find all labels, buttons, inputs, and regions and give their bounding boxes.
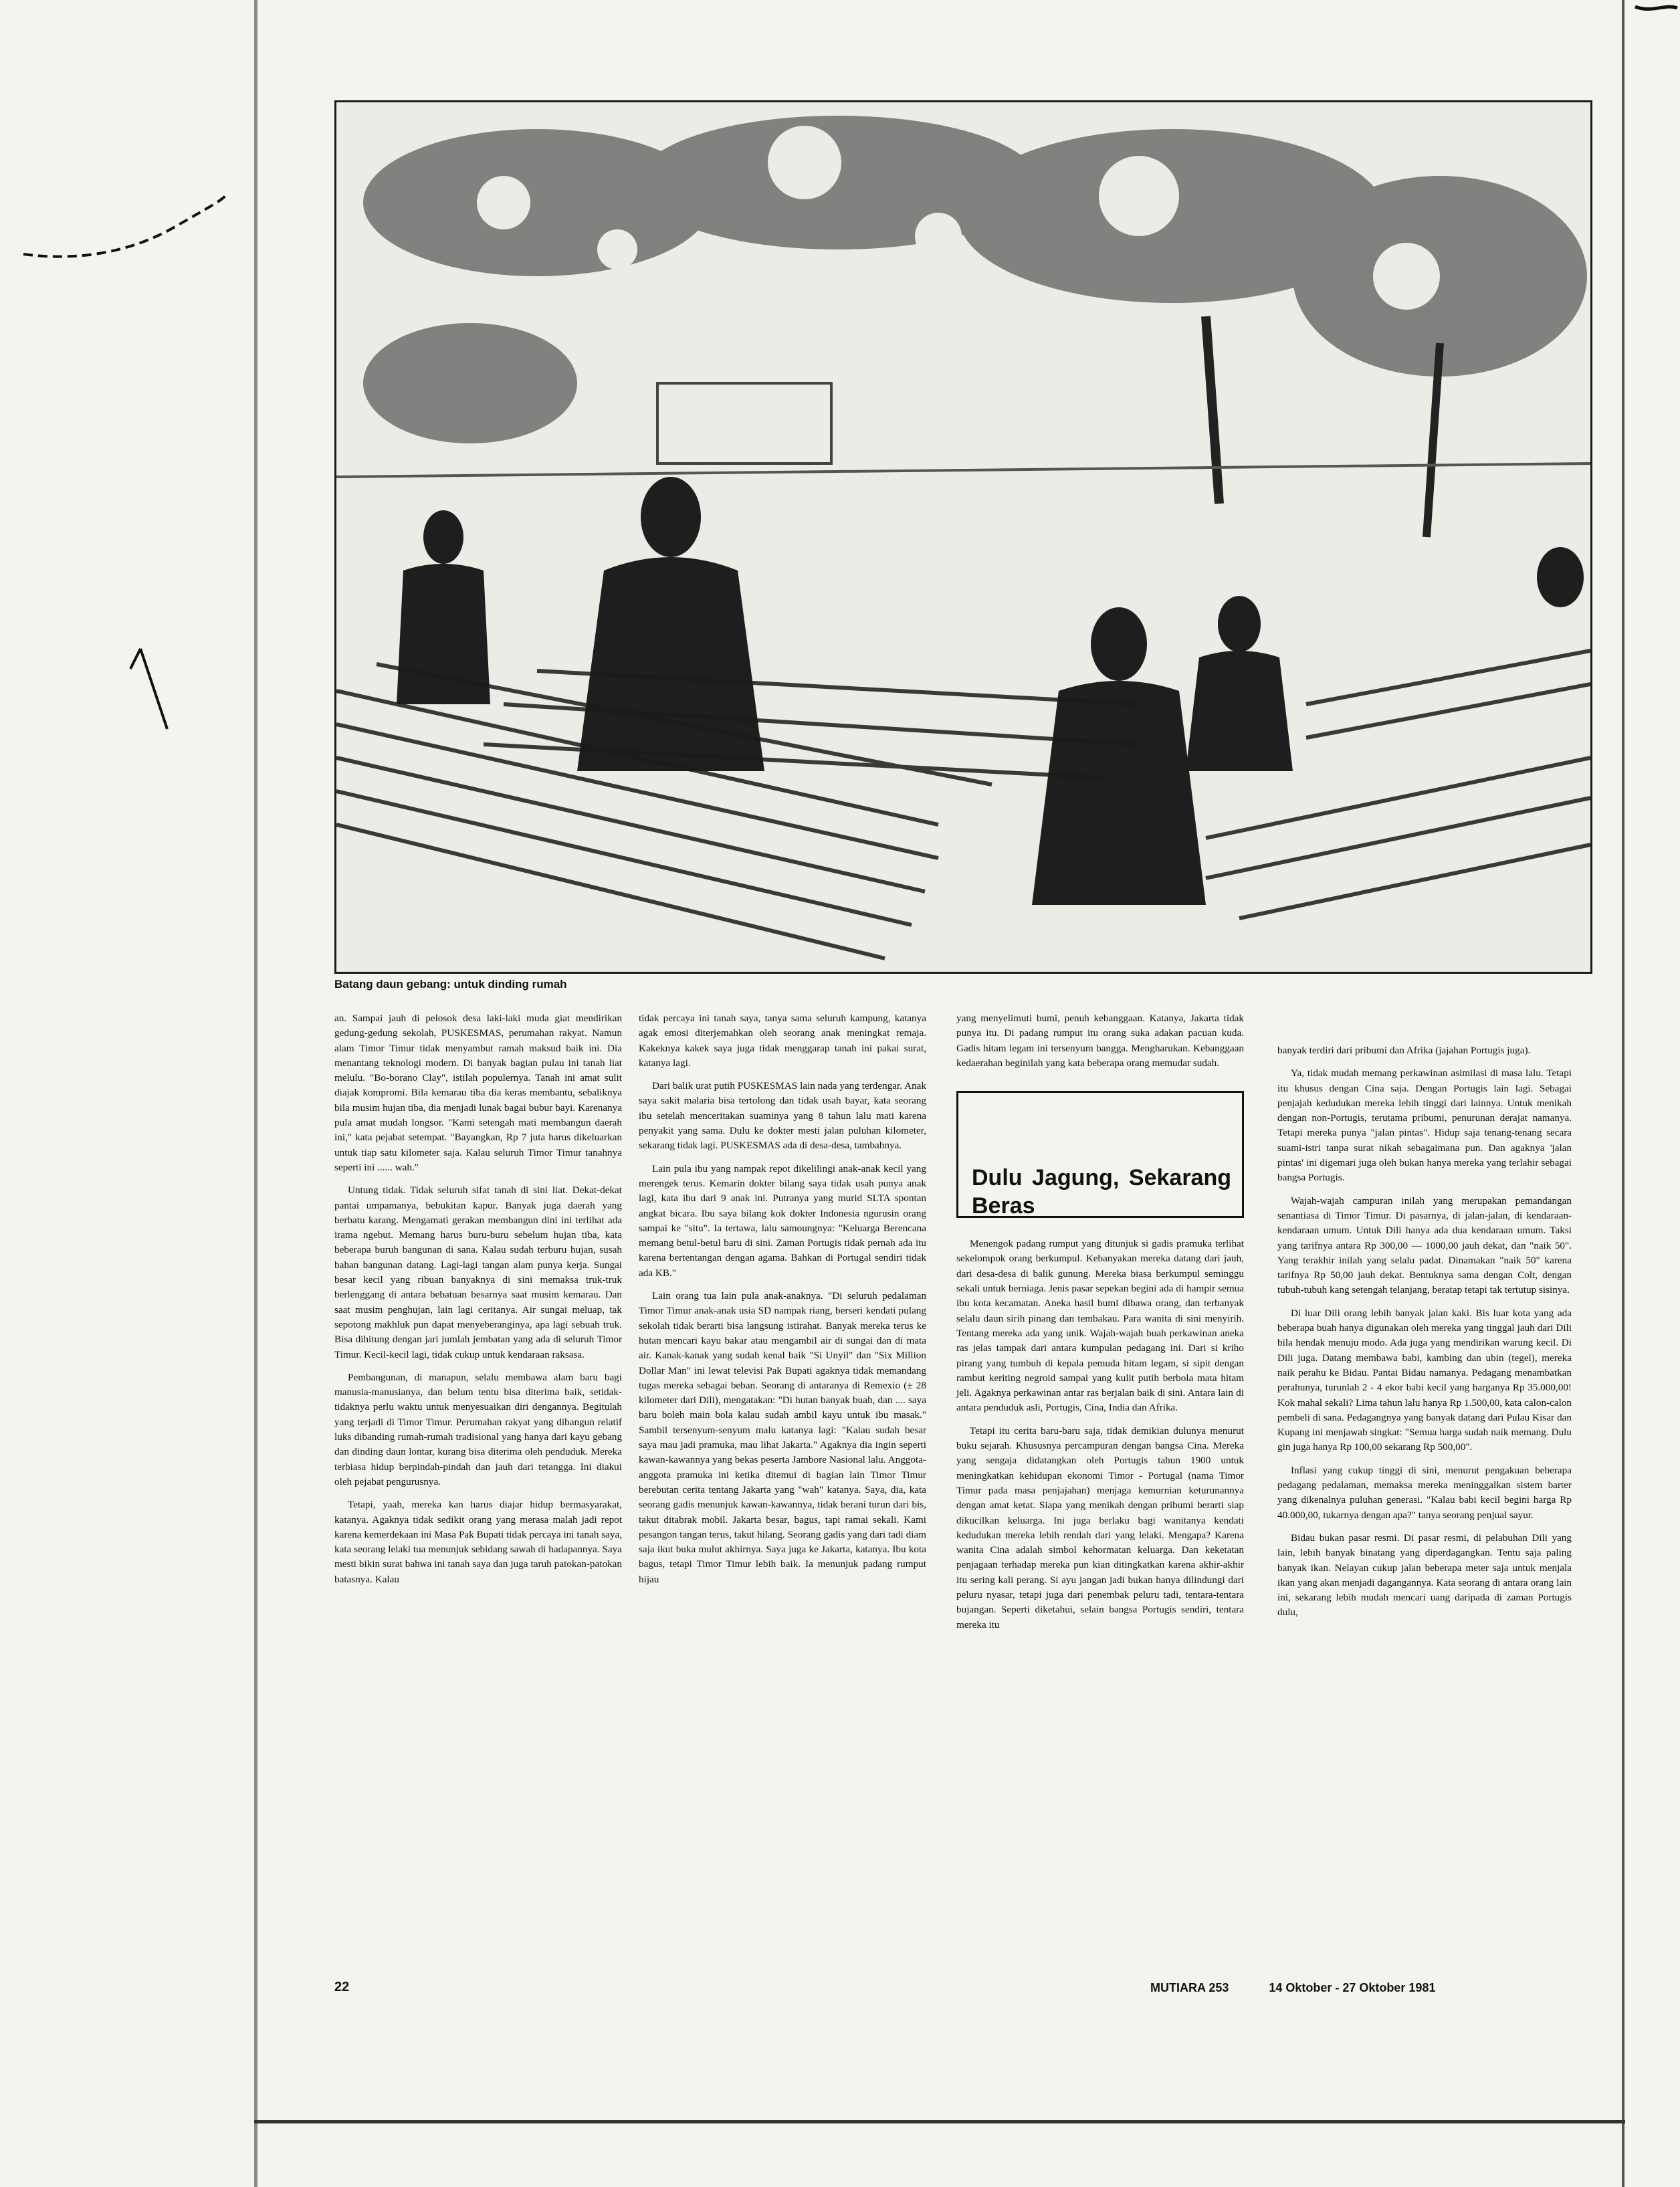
- paragraph: Menengok padang rumput yang ditunjuk si gadis pramuka terlihat sekelompok orang berkumpul. Kebanyakan mereka datang dari jauh, dari desa-desa di balik gunung. Mereka biasa berkumpul seminggu sekali untuk berniaga. Jenis pasar sepekan begini ada di hampir semua ibu kota kecamatan. Aneka hasil bumi dibawa orang, dan terbanyak selalu daun sirih pinang dan tembakau. Para wanita di sini menyirih. Tentang mereka ada yang unik. Wajah-wajah buah perkawinan aneka ras jelas tampak dari antara kumpulan pedagang ini. Dari si kriho pirang yang tumbuh di kepala pemuda hitam legam, si sipit dengan rambut keriting negroid sampai yang kulit putih berbola mata hitam jeli. Agaknya perkawinan antar ras berjalan baik di sini. Antara lain di antara penduduk asli, Portugis, Cina, India dan Afrika.: [956, 1238, 1244, 1414]
- paragraph: Untung tidak. Tidak seluruh sifat tanah di sini liat. Dekat-dekat pantai umpamanya, bebukitan kapur. Banyak juga daerah yang berbatu karang. Mengamati gerakan membangun dini ini terlihat ada irama ngebut. Memang harus buru-buru sebelum hujan tiba, kata beberapa buruh bangunan di sana. Kalau sudah terburu hujan, susah bahan bangunan datang. Lagi-lagi tangan alam punya kerja. Sungai besar kecil yang ribuan banyaknya di sini memaksa truk-truk berlenggang di antara bebatuan besarnya saat musim kemarau. Dan saat musim penghujan, lain lagi ceritanya. Air sungai meluap, tak sepotong makhluk pun dapat menyeberanginya, apa lagi sebuah truk. Bisa dihitung dengan jari jumlah jembatan yang ada di seluruh Timor Timur. Kecil-kecil lagi, tidak cukup untuk kendaraan raksasa.: [334, 1184, 622, 1360]
- paragraph: Lain pula ibu yang nampak repot dikelilingi anak-anak kecil yang merengek terus. Kemarin dokter bilang saya tidak usah punya anak lagi, kata ibu dari 9 anak ini. Putranya yang murid SLTA spontan angkat bicara. Ibu saya bilang kok dokter Indonesia ngurusin orang sampai ke "situ". Ia tertawa, lalu samoungnya: "Keluarga Berencana memang betul-betul baru di sini. Zaman Portugis tidak pernah ada itu karena bertentangan dengan agama. Bahkan di Portugal sendiri tidak ada KB.": [639, 1162, 926, 1279]
- page-left-shadow: [254, 0, 257, 2187]
- subheading: Dulu Jagung, Sekarang Beras: [972, 1165, 1231, 1219]
- article-photo: [334, 100, 1592, 974]
- page-top-edge: [1622, 0, 1624, 2187]
- paragraph: tidak percaya ini tanah saya, tanya sama seluruh kampung, katanya agak emosi diterjemahkan oleh seorang anak meningkat remaja. Kakeknya kakek saya juga tidak menggarap tanah ini pakai surat, katanya lagi.: [639, 1013, 926, 1069]
- paragraph: Tetapi, yaah, mereka kan harus diajar hidup bermasyarakat, katanya. Agaknya tidak sedikit orang yang merasa malah jadi repot karena kemerdekaan ini Masa Pak Bupati tidak percaya ini tanah saya, kata seorang lelaki tua menunjuk sebidang sawah di hadapannya. Saya mesti bikin surat bahwa ini tanah saya dan juga taruh patokan-patokan batasnya. Kalau: [334, 1499, 622, 1585]
- article-column-1: [334, 1011, 622, 1595]
- page-bottom-edge: [254, 2120, 1625, 2123]
- paragraph: Ya, tidak mudah memang perkawinan asimilasi di masa lalu. Tetapi itu khusus dengan Cina saja. Dengan Portugis lain lagi. Sebagai penjajah kedudukan mereka lebih tinggi dari lainnya. Untuk menikah dengan non-Portugis, terutama pribumi, penurunan derajat namanya. Tetapi mereka punya "jalan pintas". Hidup saja tenang-tenang secara suami-istri tanpa surat nikah sebagaimana pun. Dan agaknya 'jalan pintas' ini digemari juga oleh bukan hanya mereka yang terlahir sebagai bangsa Portugis.: [1277, 1067, 1572, 1184]
- photo-people-with-palm-stems-icon: [336, 102, 1590, 972]
- paragraph: yang menyelimuti bumi, penuh kebanggaan. Katanya, Jakarta tidak punya itu. Di padang rumput itu orang suka adakan pacuan kuda. Gadis hitam legam ini tersenyum bangga. Mengharukan. Kebanggaan kedaerahan beginilah yang kata beberapa orang memudar sudah.: [956, 1013, 1244, 1069]
- magazine-issue: MUTIARA 253: [1150, 1981, 1229, 1994]
- paragraph: Lain orang tua lain pula anak-anaknya. "Di seluruh pedalaman Timor Timur anak-anak usia SD nampak riang, berseri kendati pulang sekolah tidak berarti bisa langsung istirahat. Banyak mereka terus ke hutan mencari kayu bakar atau mengambil air di sungai dan di mata air. Kanak-kanak yang sudah kenal baik "Si Unyil" dan "Six Million Dollar Man" ini lewat televisi Pak Bupati agaknya tidak memandang tugas mereka sebagai beban. Seorang di antaranya di Remexio (± 28 kilometer dari Dili), mengatakan: "Di hutan banyak buah, dan .... saya baru boleh main bola kalau sudah ambil kayu untuk ibu masak." Sambil tersenyum-senyum malu katanya lagi: "Kalau sudah besar saya mau jadi pramuka, mau lihat Jakarta." Agaknya dia ingin seperti kawan-kawannya yang bekas peserta Jambore Nasional lalu. Anggota-anggota pramuka ini ketika ditemui di bagian lain Timor Timur berebutan cerita tentang Jakarta yang "wah" katanya. Saya, dia, kata seorang gadis menunjuk kawan-kawannya, tidak berani turun dari bis, takut ditabrak mobil. Jakarta besar, bagus, tapi ramai sekali. Kami pesangon tangan terus, takut hilang. Seorang gadis yang dari tadi diam saja ikut buka mulut akhirnya. Saya juga ke Jakarta, katanya. Ibu kota bagus, tetapi Timor Timur lebih baik. Ia menunjuk padang rumput hijau: [639, 1290, 926, 1585]
- pen-mark-arrow: [127, 635, 207, 742]
- paragraph: banyak terdiri dari pribumi dan Afrika (jajahan Portugis juga).: [1277, 1045, 1531, 1056]
- subheading-box: [956, 1091, 1244, 1218]
- article-column-2: [639, 1011, 926, 1595]
- paragraph: Bidau bukan pasar resmi. Di pasar resmi, di pelabuhan Dili yang lain, lebih banyak binatang yang diperdagangkan. Tentu saja paling banyak ikan. Nelayan cukup jalan beberapa meter saja untuk menjala ikan yang akan menjadi dagangannya. Kata seorang di antara orang lain ini, sekarang lebih mudah mencari uang daripada di zaman Portugis dulu,: [1277, 1532, 1572, 1619]
- paragraph: Inflasi yang cukup tinggi di sini, menurut pengakuan beberapa pedagang pedalaman, memaksa mereka meninggalkan sistem barter yang dikenalnya puluhan generasi. "Kalau babi kecil begini harga Rp 40.000,00, tukarnya dengan apa?" tanya seorang penjual sayur.: [1277, 1464, 1572, 1521]
- page-footer: [1150, 1981, 1592, 1995]
- issue-date: 14 Oktober - 27 Oktober 1981: [1269, 1981, 1436, 1994]
- photo-caption: Batang daun gebang: untuk dinding rumah: [334, 978, 567, 991]
- pen-mark-left: [20, 187, 234, 281]
- paragraph: an. Sampai jauh di pelosok desa laki-laki muda giat mendirikan gedung-gedung sekolah, PUSKESMAS, perumahan rakyat. Namun alam Timor Timur tidak menyambut ramah maksud baik ini. Dia menantang teknologi modern. Di banyak bagian pulau ini tanah liat melulu. "Bo-borano Clay", istilah populernya. Tanah ini amat sulit diajak kompromi. Bila kemarau tiba dia keras membantu, sebaliknya bila musim hujan tiba, dia menjadi lunak bagai bubur bayi. Karenanya pula amat mudah longsor. "Kami setengah mati membangun daerah ini," kata pejabat setempat. "Bayangkan, Rp 7 juta harus dikeluarkan untuk tiap satu kilometer saja. Kalau seluruh Timor Timur tanahnya seperti ini ...... wah.": [334, 1013, 622, 1173]
- article-column-4: [1277, 1043, 1572, 1629]
- article-column-3: [956, 1011, 1244, 1641]
- paragraph: Dari balik urat putih PUSKESMAS lain nada yang terdengar. Anak saya sakit malaria bisa tertolong dan tidak usah bayar, kata seorang ibu setelah menceritakan suaminya yang 8 tahun lalu mati karena penyakit yang sama. Dulu ke dokter mesti jalan puluhan kilometer, sekarang tidak lagi. PUSKESMAS ada di desa-desa, tambahnya.: [639, 1080, 926, 1152]
- paragraph: Di luar Dili orang lebih banyak jalan kaki. Bis luar kota yang ada beberapa buah hanya digunakan oleh mereka yang tinggal jauh dari Dili bila hendak menuju modo. Ada juga yang mendirikan warung kecil. Di Dili juga. Datang membawa babi, kambing dan ubin (tegel), mereka naik perahu ke Bidau. Pantai Bidau namanya. Pedagang menambatkan perahunya, turunlah 2 - 4 ekor babi kecil yang harganya Rp 35.000,00! Kok mahal sekali? Lima tahun lalu hanya Rp 1.500,00, kata calon-calon pembeli di sana. Pedagangnya yang banyak datang dari Pulau Kisar dan Kupang ini menjawab singkat: "Semua harga sudah naik memang. Dulu gin juga hanya Rp 100,00 sekarang Rp 500,00".: [1277, 1307, 1572, 1453]
- paragraph: Wajah-wajah campuran inilah yang merupakan pemandangan senantiasa di Timor Timur. Di pasarnya, di jalan-jalan, di kendaraan-kendaraan umum. Untuk Dili hanya ada dua kendaraan umum. Taksi yang tarifnya antara Rp 300,00 — 1000,00 jauh dekat, dan "naik 50". Yang terakhir inilah yang selalu padat. Dinamakan "naik 50" karena tarifnya Rp 50,00 jauh dekat. Bentuknya sama dengan Colt, dengan tubuh-tubuh kang setengah telanjang, beratap tetapi tak tertutup sisinya.: [1277, 1194, 1572, 1296]
- paragraph: Tetapi itu cerita baru-baru saja, tidak demikian dulunya menurut buku sejarah. Khususnya percampuran dengan bangsa Cina. Mereka yang sengaja didatangkan oleh Portugis tahun 1900 untuk meningkatkan kehidupan ekonomi Timor - Portugal (nama Timor Timur pada masa penjajahan) menjaga kemurnian keturunannya dengan amat ketat. Siapa yang menikah dengan pribumi berarti siap dikucilkan keluarga. Ini juga berlaku bagi wanitanya kendati kedudukan mereka lebih rendah dari yang lelaki. Mengapa? Karena wanita Cina adalah simbol kehormatan keluarga. Dan keketatan penjagaan terhadap mereka pun kian ditingkatkan karena akhir-akhir itu sering kali perang. Si ayu jangan jadi bukan hanya dilindungi dari peluru nyasar, tetapi juga dari penembak peluru tadi, tentara-tentara bujangan. Seperti diketahui, selain bangsa Portugis sendiri, tentara mereka itu: [956, 1425, 1244, 1631]
- page-number: 22: [334, 1980, 350, 1994]
- paragraph: Pembangunan, di manapun, selalu membawa alam baru bagi manusia-manusianya, dan belum tentu bisa diterima baik, setidak-tidaknya perlu waktu untuk menyesuaikan diri dengannya. Begitulah yang terjadi di Timor Timur. Perumahan rakyat yang dibangun relatif luks dibanding rumah-rumah tradisional yang hanya dari kayu gebang dan dinding daun lontar, kurang bisa diterima oleh penduduk. Mereka terbiasa hidup berpindah-pindah dan jauh dari tetangga. Ini diakui oleh pejabat pengurusnya.: [334, 1371, 622, 1487]
- pen-mark-corner: [1632, 0, 1679, 27]
